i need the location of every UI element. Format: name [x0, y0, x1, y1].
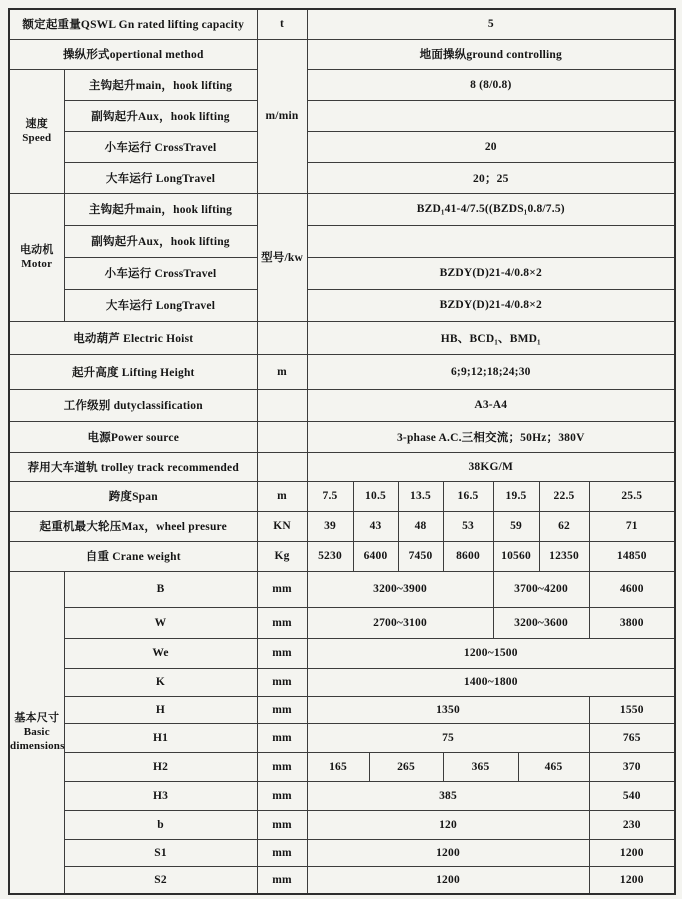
- method-label: 操纵形式opertional method: [9, 39, 257, 69]
- span-value-7: 25.5: [589, 481, 675, 511]
- speed-group-zh: 速度: [25, 117, 48, 130]
- dim-W-label: W: [64, 607, 257, 638]
- crane-weight-unit: Kg: [257, 541, 307, 571]
- row-motor-long-travel: [9, 289, 675, 321]
- dim-S1-value-last: 1200: [589, 839, 675, 866]
- crane-weight-value-6: 12350: [539, 541, 589, 571]
- row-speed-cross-travel: [9, 131, 675, 162]
- dim-H2-unit: mm: [257, 752, 307, 781]
- speed-group-label: [9, 69, 64, 193]
- row-hoist: [9, 321, 675, 354]
- span-value-5: 19.5: [493, 481, 539, 511]
- span-value-1: 7.5: [307, 481, 353, 511]
- crane-weight-value-7: 14850: [589, 541, 675, 571]
- speed-aux-hook-label: 副钩起升Aux，hook lifting: [64, 100, 257, 131]
- span-value-4: 16.5: [443, 481, 493, 511]
- dim-S1-unit: mm: [257, 839, 307, 866]
- dim-H3-value-last: 540: [589, 781, 675, 810]
- capacity-label: 额定起重量QSWL Gn rated lifting capacity: [9, 9, 257, 39]
- row-dim-W: [9, 607, 675, 638]
- wheel-pressure-value-5: 59: [493, 511, 539, 541]
- dim-H1-label: H1: [64, 723, 257, 752]
- row-motor-cross-travel: [9, 257, 675, 289]
- hoist-label: 电动葫芦 Electric Hoist: [9, 321, 257, 354]
- dim-W-value-2: 3200~3600: [493, 607, 589, 638]
- speed-long-travel-value: 20；25: [307, 162, 675, 193]
- span-value-2: 10.5: [353, 481, 398, 511]
- hoist-value: HB、BCD₁、BMD₁: [307, 321, 675, 354]
- dim-H-label: H: [64, 696, 257, 723]
- lifting-height-label: 起升高度 Lifting Height: [9, 354, 257, 389]
- dim-B-value-2: 3700~4200: [493, 571, 589, 607]
- wheel-pressure-value-1: 39: [307, 511, 353, 541]
- motor-long-travel-label: 大车运行 LongTravel: [64, 289, 257, 321]
- motor-long-travel-value: BZDY(D)21-4/0.8×2: [307, 289, 675, 321]
- crane-weight-value-2: 6400: [353, 541, 398, 571]
- dim-b-value-main: 120: [307, 810, 589, 839]
- dim-B-label: B: [64, 571, 257, 607]
- row-motor-aux-hook: [9, 225, 675, 257]
- speed-cross-travel-label: 小车运行 CrossTravel: [64, 131, 257, 162]
- dim-S2-unit: mm: [257, 866, 307, 894]
- row-dim-H2: [9, 752, 675, 781]
- dim-S1-value-main: 1200: [307, 839, 589, 866]
- dim-H2-value-4: 465: [518, 752, 589, 781]
- dim-S1-label: S1: [64, 839, 257, 866]
- power-label: 电源Power source: [9, 421, 257, 452]
- row-dim-H3: [9, 781, 675, 810]
- motor-cross-travel-value: BZDY(D)21-4/0.8×2: [307, 257, 675, 289]
- speed-main-hook-value: 8 (8/0.8): [307, 69, 675, 100]
- span-value-3: 13.5: [398, 481, 443, 511]
- motor-cross-travel-label: 小车运行 CrossTravel: [64, 257, 257, 289]
- row-wheel-pressure: [9, 511, 675, 541]
- row-dim-B: [9, 571, 675, 607]
- wheel-pressure-value-6: 62: [539, 511, 589, 541]
- motor-aux-hook-value: [307, 225, 675, 257]
- capacity-value: 5: [307, 9, 675, 39]
- wheel-pressure-value-4: 53: [443, 511, 493, 541]
- dim-S2-label: S2: [64, 866, 257, 894]
- span-value-6: 22.5: [539, 481, 589, 511]
- row-dim-S2: [9, 866, 675, 894]
- duty-value: A3-A4: [307, 389, 675, 421]
- track-label: 荐用大车道轨 trolley track recommended: [9, 452, 257, 481]
- dim-H-unit: mm: [257, 696, 307, 723]
- dim-We-label: We: [64, 638, 257, 668]
- power-unit: [257, 421, 307, 452]
- row-capacity: [9, 9, 675, 39]
- dim-H1-value-last: 765: [589, 723, 675, 752]
- row-speed-main-hook: [9, 69, 675, 100]
- span-unit: m: [257, 481, 307, 511]
- method-value: 地面操纵ground controlling: [307, 39, 675, 69]
- dimensions-group-en2: dimensions: [10, 740, 65, 753]
- row-motor-main-hook: [9, 193, 675, 225]
- motor-group-label: [9, 193, 64, 321]
- dim-B-value-3: 4600: [589, 571, 675, 607]
- dim-S2-value-main: 1200: [307, 866, 589, 894]
- dim-H2-value-3: 365: [443, 752, 518, 781]
- crane-weight-value-4: 8600: [443, 541, 493, 571]
- dim-H2-label: H2: [64, 752, 257, 781]
- motor-unit: 型号/kw: [257, 193, 307, 321]
- wheel-pressure-value-7: 71: [589, 511, 675, 541]
- dim-W-unit: mm: [257, 607, 307, 638]
- row-method: [9, 39, 675, 69]
- track-value: 38KG/M: [307, 452, 675, 481]
- motor-aux-hook-label: 副钩起升Aux，hook lifting: [64, 225, 257, 257]
- dim-H-value-last: 1550: [589, 696, 675, 723]
- motor-main-hook-value: BZD₁41-4/7.5((BZDS₁0.8/7.5): [307, 193, 675, 225]
- dim-H1-value-main: 75: [307, 723, 589, 752]
- dimensions-group-en1: Basic: [23, 726, 50, 739]
- span-label: 跨度Span: [9, 481, 257, 511]
- dim-H2-value-5: 370: [589, 752, 675, 781]
- dim-H3-label: H3: [64, 781, 257, 810]
- dim-H3-value-main: 385: [307, 781, 589, 810]
- dim-We-value: 1200~1500: [307, 638, 675, 668]
- row-dim-K: [9, 668, 675, 696]
- crane-spec-table: [8, 8, 676, 895]
- row-dim-b: [9, 810, 675, 839]
- dim-W-value-3: 3800: [589, 607, 675, 638]
- row-speed-aux-hook: [9, 100, 675, 131]
- track-unit: [257, 452, 307, 481]
- speed-cross-travel-value: 20: [307, 131, 675, 162]
- crane-weight-value-3: 7450: [398, 541, 443, 571]
- wheel-pressure-unit: KN: [257, 511, 307, 541]
- lifting-height-unit: m: [257, 354, 307, 389]
- crane-weight-value-5: 10560: [493, 541, 539, 571]
- motor-group-en: Motor: [21, 258, 53, 270]
- motor-group-zh: 电动机: [19, 243, 54, 256]
- crane-weight-value-1: 5230: [307, 541, 353, 571]
- dim-K-value: 1400~1800: [307, 668, 675, 696]
- duty-label: 工作级别 dutyclassification: [9, 389, 257, 421]
- dim-B-unit: mm: [257, 571, 307, 607]
- row-speed-long-travel: [9, 162, 675, 193]
- dim-H2-value-2: 265: [369, 752, 443, 781]
- row-dim-We: [9, 638, 675, 668]
- dimensions-group-label: [9, 571, 64, 894]
- speed-long-travel-label: 大车运行 LongTravel: [64, 162, 257, 193]
- dim-H2-value-1: 165: [307, 752, 369, 781]
- speed-group-en: Speed: [22, 132, 52, 144]
- dim-b-unit: mm: [257, 810, 307, 839]
- power-value: 3-phase A.C.三相交流；50Hz；380V: [307, 421, 675, 452]
- wheel-pressure-value-2: 43: [353, 511, 398, 541]
- duty-unit: [257, 389, 307, 421]
- dim-b-value-last: 230: [589, 810, 675, 839]
- dim-H3-unit: mm: [257, 781, 307, 810]
- speed-aux-hook-value: [307, 100, 675, 131]
- dim-b-label: b: [64, 810, 257, 839]
- dim-H1-unit: mm: [257, 723, 307, 752]
- crane-weight-label: 自重 Crane weight: [9, 541, 257, 571]
- row-lifting-height: [9, 354, 675, 389]
- lifting-height-value: 6;9;12;18;24;30: [307, 354, 675, 389]
- row-dim-S1: [9, 839, 675, 866]
- hoist-unit: [257, 321, 307, 354]
- speed-unit: m/min: [257, 39, 307, 193]
- capacity-unit: t: [257, 9, 307, 39]
- row-duty: [9, 389, 675, 421]
- row-dim-H: [9, 696, 675, 723]
- dim-H-value-main: 1350: [307, 696, 589, 723]
- dim-We-unit: mm: [257, 638, 307, 668]
- dim-S2-value-last: 1200: [589, 866, 675, 894]
- row-dim-H1: [9, 723, 675, 752]
- row-span: [9, 481, 675, 511]
- dim-W-value-1: 2700~3100: [307, 607, 493, 638]
- row-track: [9, 452, 675, 481]
- speed-main-hook-label: 主钩起升main，hook lifting: [64, 69, 257, 100]
- dimensions-group-zh: 基本尺寸: [14, 711, 60, 724]
- wheel-pressure-label: 起重机最大轮压Max，wheel presure: [9, 511, 257, 541]
- dim-K-label: K: [64, 668, 257, 696]
- dim-B-value-1: 3200~3900: [307, 571, 493, 607]
- row-crane-weight: [9, 541, 675, 571]
- dim-K-unit: mm: [257, 668, 307, 696]
- row-power: [9, 421, 675, 452]
- motor-main-hook-label: 主钩起升main，hook lifting: [64, 193, 257, 225]
- wheel-pressure-value-3: 48: [398, 511, 443, 541]
